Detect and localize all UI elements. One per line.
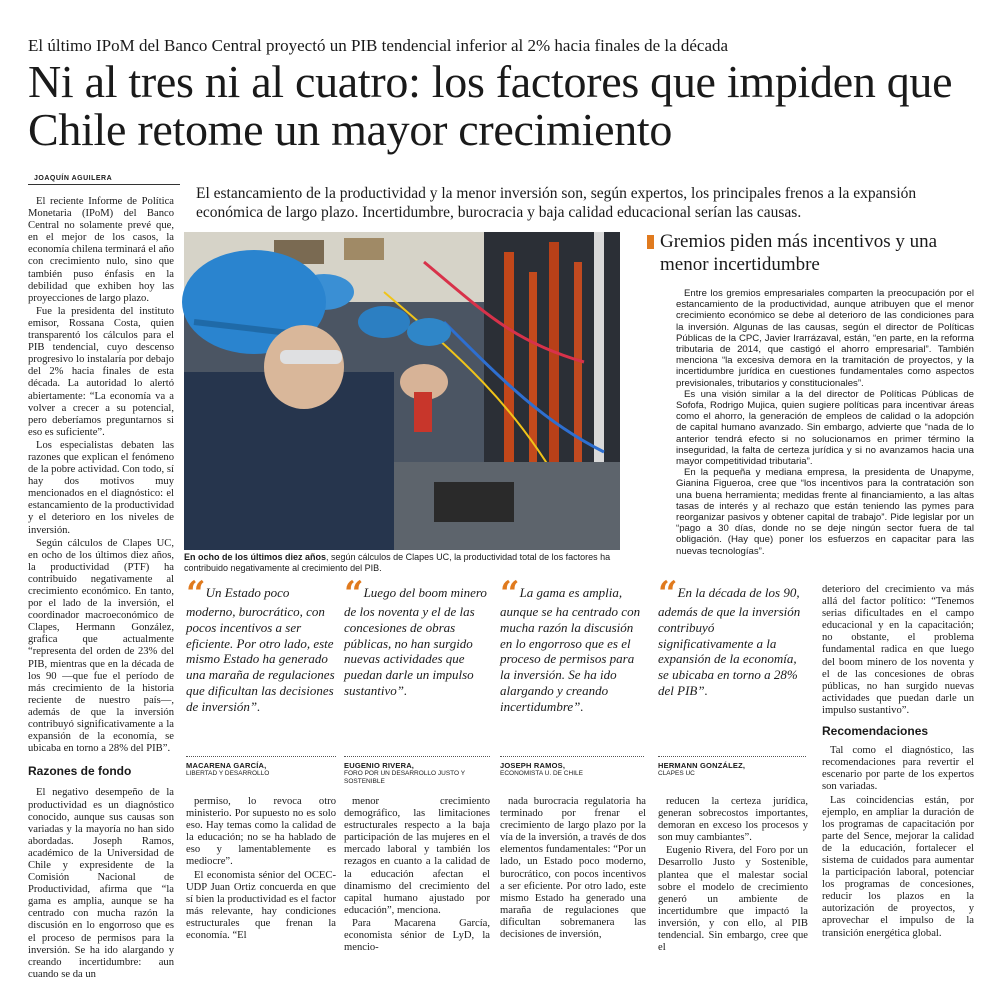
quote-2-name: EUGENIO RIVERA, <box>344 761 415 770</box>
quote-4-text: En la década de los 90, además de que la inversión contribuyó significativamente a la expansión de la economía, se ubicaba en torno a 28% del PIB”. <box>658 585 801 698</box>
quote-3-name: JOSEPH RAMOS, <box>500 761 566 770</box>
caption-bold: En ocho de los últimos diez años <box>184 552 327 562</box>
quote-mark-icon: “ <box>658 574 674 614</box>
byline: JOAQUÍN AGUILERA <box>34 175 113 182</box>
byline-rule <box>28 184 180 185</box>
column-6 <box>822 584 974 941</box>
quote-rule <box>344 756 490 757</box>
sidebar-title <box>660 230 980 276</box>
quote-4 <box>658 574 806 778</box>
col1-p1: El reciente Informe de Política Monetaria (IPoM) del Banco Central no solamente prevé que, en el mejor de los casos, la economía chilena terminará el año con crecimiento nulo, sino que también puso énfasis en la debilidad que exhiben hoy las proyecciones de largo plazo. <box>28 196 174 304</box>
col3-p2: Para Macarena García, economista sénior de LyD, la mencio- <box>344 917 490 954</box>
photo-students-workshop <box>184 232 620 550</box>
quote-1-text: Un Estado poco moderno, burocrático, con pocos incentivos a ser eficiente. Por otro lado, este mismo Estado ha generado una maraña de regulaciones que dificultan las decisiones de inversión”. <box>186 585 335 714</box>
sidebar-title-text: Gremios piden más incentivos y una menor incertidumbre <box>660 231 938 275</box>
sidebar-p2: Es una visión similar a la del director de Políticas Públicas de Sofofa, Rodrigo Mujica, quien sugiere políticas para incentivar áreas como el ahorro, la generación de empleos de calidad o la adopción de capital humano avanzado. Sin embargo, advierte que “nada de lo anterior tendrá efecto si no solucionamos en primer término la inseguridad, la falta de certeza jurídica y si no avanzamos hacia una mayor competitividad tributaria”. <box>676 388 974 468</box>
column-4 <box>500 796 646 942</box>
col1-p2: Fue la presidenta del instituto emisor, Rossana Costa, quien transparentó los cálculos para el PIB tendencial, cuyo descenso progresivo lo instalaría por debajo del 2% hacia finales de esta década. La autoridad lo alertó abiertamente: “La economía va a volver a crecer a su potencial, pero deberíamos preguntarnos si eso es suficiente”. <box>28 305 174 438</box>
lead-paragraph: El estancamiento de la productividad y la menor inversión son, según expertos, los principales frenos a la expansión económica de largo plazo. Incertidumbre, burocracia y baja calidad educacional serían las causas. <box>196 185 917 221</box>
col6-p3: Las coincidencias están, por ejemplo, en ampliar la duración de los programas de capacitación por parte del Sence, mejorar la calidad de la educación, fortalecer el sistema de cuidados para aumentar la participación laboral, potenciar los programas de concesiones, reducir los plazos en la autorización de proyectos, y aprovechar el impulso de la transición energética global. <box>822 794 974 939</box>
col3-p1: menor crecimiento demográfico, las limitaciones estructurales respecto a la baja participación de las mujeres en el mercado laboral y también los rezagos en cuanto a la calidad de la educación afectan el dinamismo del crecimiento del capital humano ajustado por educación”, menciona. <box>344 796 490 916</box>
quote-2 <box>344 574 490 785</box>
quote-3 <box>500 574 644 778</box>
quote-1-role: LIBERTAD Y DESARROLLO <box>186 770 270 777</box>
quote-2-role: FORO POR UN DESARROLLO JUSTO Y SOSTENIBLE <box>344 770 465 785</box>
headline: Ni al tres ni al cuatro: los factores que impiden que Chile retome un mayor crecimiento <box>28 56 953 155</box>
quote-4-name: HERMANN GONZÁLEZ, <box>658 761 746 770</box>
col5-p1: reducen la certeza jurídica, generan sobrecostos importantes, demoran en exceso los procesos y son muy cambiantes”. <box>658 796 808 844</box>
subhead-recomendaciones: Recomendaciones <box>822 724 929 739</box>
col5-p2: Eugenio Rivera, del Foro por un Desarrollo Justo y Sostenible, plantea que el malestar social sobre el modelo de crecimiento generó un ambiente de incertidumbre que impactó la inversión, y con ello, al PIB tendencial. Sin embargo, cree que el <box>658 845 808 954</box>
column-3 <box>344 796 490 955</box>
quote-1 <box>186 574 336 778</box>
caption-rest: , según cálculos de Clapes UC, la productividad total de los factores ha contribuido negativamente al crecimiento del PIB. <box>184 552 611 573</box>
quote-3-role: ECONOMISTA U. DE CHILE <box>500 770 583 777</box>
quote-3-text: La gama es amplia, aunque se ha centrado con mucha razón la discusión en lo engorroso que es el proceso de permisos para la inversión. Se ha ido alargando y creando incertidumbre”. <box>500 585 641 714</box>
quote-1-name: MACARENA GARCÍA, <box>186 761 267 770</box>
col4-p1: nada burocracia regulatoria ha terminado por frenar el crecimiento de largo plazo por la vía de la inversión, a través de dos elementos fundamentales: “Por un lado, un Estado poco moderno, burocrático, con pocos incentivos a ser eficiente. Por otro lado, este mismo Estado ha generado una maraña de regulaciones que dificultan sobremanera las decisiones de inversión, <box>500 796 646 941</box>
quote-mark-icon: “ <box>186 574 202 614</box>
col2-p1: permiso, lo revoca otro ministerio. Por supuesto no es solo eso. Hay temas como la calidad de la educación; no se ha hablado de eso y lamentablemente es mediocre”. <box>186 796 336 868</box>
quote-4-role: CLAPES UC <box>658 770 695 777</box>
col1-p5: El negativo desempeño de la productividad es un diagnóstico conocido, aunque sus causas son variadas y la mayoría no han sido abordadas. Joseph Ramos, académico de la Universidad de Chile y expresidente de la Comisión Nacional de Productividad, afirma que “la gama es amplia, aunque se ha centrado con mucha razón la discusión en lo engorroso que es el proceso de permisos para la inversión. Se ha ido alargando y creando incertidumbre: aun cuando se da un <box>28 787 174 980</box>
quote-2-text: Luego del boom minero de los noventa y el de las concesiones de obras públicas, no han surgido nuevas actividades que puedan darle un impulso sustantivo”. <box>344 585 487 698</box>
sidebar-body <box>676 288 974 557</box>
sidebar-p3: En la pequeña y mediana empresa, la presidenta de Unapyme, Gianina Figueroa, cree que “los incentivos para la contratación son una buena herramienta; medidas frente al financiamiento, a las altas tasas de interés y al rechazo que están teniendo las pymes para reorganizar pasivos y obtener capital de trabajo”. Pide legislar por un “pago a 30 días, donde no se deje ningún sector fuera de tal obligación. (Hay que) poner los esfuerzos en capacitar para las nuevas tecnologías”. <box>676 467 974 557</box>
column-5 <box>658 796 808 955</box>
column-2 <box>186 796 336 943</box>
subhead-razones: Razones de fondo <box>28 764 132 779</box>
kicker: El último IPoM del Banco Central proyectó un PIB tendencial inferior al 2% hacia finales de la década <box>28 36 729 55</box>
sidebar-p1: Entre los gremios empresariales comparten la preocupación por el estancamiento de la productividad, aunque atribuyen que el menor crecimiento económico se debe al deterioro de las condiciones para la inversión. Algunas de las causas, según el director de Políticas Públicas de la CPC, Javier Irarrázaval, están, “en parte, en la reforma tributaria de 2014, que castigó el ahorro empresarial”. También menciona “la excesiva demora en la tramitación de proyectos, y la incertidumbre jurídica en cuestiones fundamentales como aspectos previsionales, tributarios y constitucionales”. <box>676 288 974 389</box>
quote-rule <box>658 756 806 757</box>
column-1 <box>28 196 174 982</box>
col6-p2: Tal como el diagnóstico, las recomendaciones para revertir el escenario por parte de los expertos son variadas. <box>822 745 974 793</box>
col6-p1: deterioro del crecimiento va más allá del factor político: “Tenemos serias dificultades en el campo educacional y en la capacitación; no obstante, el problema fundamental radica en que luego del boom minero de los noventa y el de las concesiones de obras públicas, no han surgido nuevas actividades que puedan darle un impulso sustantivo”. <box>822 584 974 716</box>
col1-p3: Los especialistas debaten las razones que explican el fenómeno de la pobre actividad. Con todo, sí hay dos motivos muy mencionados en el diagnóstico: el estancamiento de la productividad y el deterioro en los niveles de inversión. <box>28 439 174 536</box>
quote-rule <box>500 756 644 757</box>
quote-mark-icon: “ <box>500 574 516 614</box>
photo-illustration <box>184 232 620 550</box>
photo-caption <box>184 552 634 574</box>
sidebar-accent-bar <box>647 235 654 249</box>
col2-p2: El economista sénior del OCEC-UDP Juan Ortiz concuerda en que sí bien la productividad es el factor más relevante, hay condiciones estructurales que frenan la economía. “El <box>186 869 336 942</box>
quote-mark-icon: “ <box>344 574 360 614</box>
col1-p4: Según cálculos de Clapes UC, en ocho de los últimos diez años, la productividad (PTF) ha contribuido negativamente al crecimiento económico. En tanto, por el lado de la inversión, el coordinador macroeconómico de Clapes, Hermann González, grafica que actualmente “representa del orden de 23% del PIB, mientras que en la década de los 90 —que fue el período de más crecimiento de la historia reciente de nuestro país—, además de que la inversión contribuyó significativamente a la expansión de la economía, se ubicaba en torno a 28% del PIB”. <box>28 537 174 755</box>
quote-rule <box>186 756 336 757</box>
